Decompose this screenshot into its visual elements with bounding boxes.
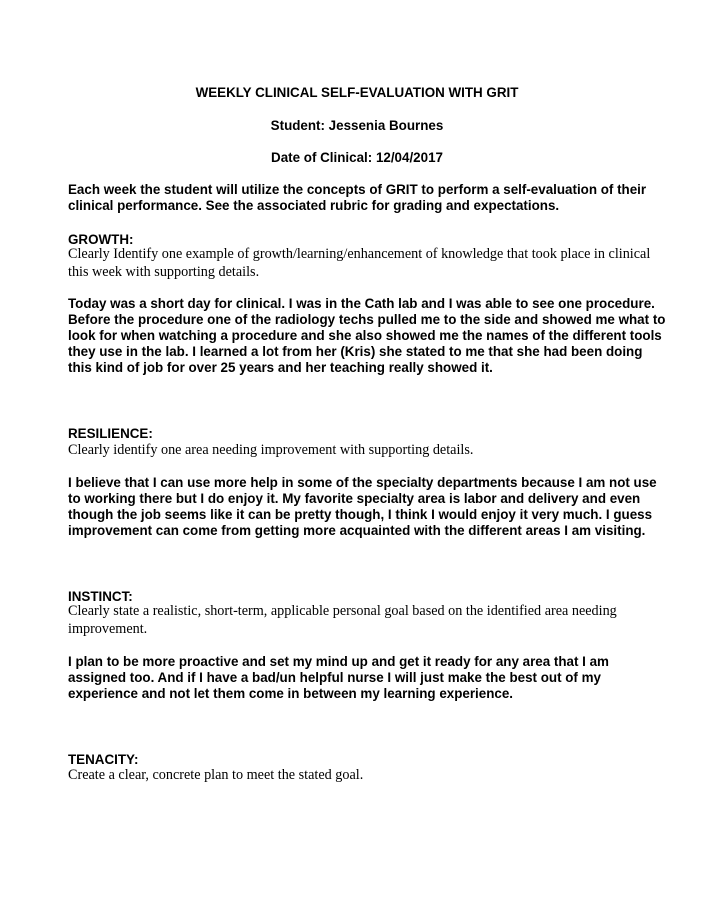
document-title: WEEKLY CLINICAL SELF-EVALUATION WITH GRIT <box>195 85 519 100</box>
growth-response: Today was a short day for clinical. I was in the Cath lab and I was able to see one procedure. Before the procedure one of the radiology techs pulled me to the side and showed me what to look for when watching a procedure and she also showed me the names of the different tools they use in the lab. I learned a lot from her (Kris) she stated to me that she had been doing this kind of job for over 25 years and her teaching really showed it. <box>68 296 666 375</box>
growth-heading: GROWTH: <box>68 232 134 247</box>
instinct-heading: INSTINCT: <box>68 589 133 604</box>
resilience-prompt: Clearly identify one area needing improvement with supporting details. <box>68 442 474 458</box>
tenacity-prompt: Create a clear, concrete plan to meet the stated goal. <box>68 767 364 783</box>
student-name: Student: Jessenia Bournes <box>270 118 444 133</box>
instinct-response: I plan to be more proactive and set my mind up and get it ready for any area that I am assigned too. And if I have a bad/un helpful nurse I will just make the best out of my experience and not let them come in between my learning experience. <box>68 654 609 701</box>
resilience-heading: RESILIENCE: <box>68 426 153 441</box>
intro-paragraph: Each week the student will utilize the concepts of GRIT to perform a self-evaluation of their clinical performance. See the associated rubric for grading and expectations. <box>68 182 647 213</box>
clinical-date: Date of Clinical: 12/04/2017 <box>271 150 443 165</box>
tenacity-heading: TENACITY: <box>68 752 139 767</box>
resilience-response: I believe that I can use more help in some of the specialty departments because I am not use to working there but I do enjoy it. My favorite specialty area is labor and delivery and even though the job seems like it can be pretty though, I think I would enjoy it very much. I guess improvement can come from getting more acquainted with the different areas I am visiting. <box>68 475 657 538</box>
growth-prompt: Clearly Identify one example of growth/learning/enhancement of knowledge that took place in clinical this week with supporting details. <box>68 246 651 280</box>
instinct-prompt: Clearly state a realistic, short-term, applicable personal goal based on the identified area needing improvement. <box>68 603 617 637</box>
